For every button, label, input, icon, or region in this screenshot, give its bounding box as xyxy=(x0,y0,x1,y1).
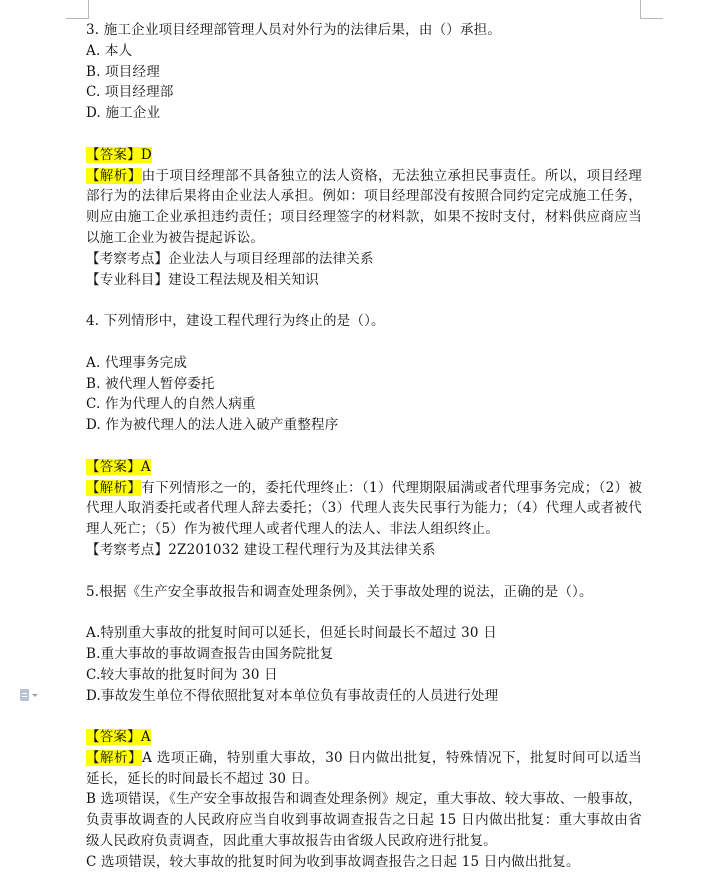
analysis-text: 有下列情形之一的，委托代理终止：（1）代理期限届满或者代理事务完成；（2）被代理人取消委托或者代理人辞去委托；（3）代理人丧失民事行为能力；（4）代理人或者被代理人死亡；（5）作为被代理人或者代理人的法人、非法人组织终止。 xyxy=(86,479,642,538)
q5-option-c-explanation: C 选项错误，较大事故的批复时间为收到事故调查报告之日起 15 日内做出批复。 xyxy=(86,853,580,870)
q4-option-b: B. 被代理人暂停委托 xyxy=(86,375,215,392)
analysis-tag: 【解析】 xyxy=(86,479,142,496)
q5-analysis xyxy=(86,748,642,790)
q5-option-c: C.较大事故的批复时间为 30 日 xyxy=(86,666,278,683)
q3-option-c: C. 项目经理部 xyxy=(86,84,174,101)
q5-answer xyxy=(86,727,642,748)
q3-exam-point: 【考察考点】企业法人与项目经理部的法律关系 xyxy=(86,250,374,267)
q4-option-a: A. 代理事务完成 xyxy=(86,354,188,371)
q3-option-a: A. 本人 xyxy=(86,42,133,59)
question-5: 5.根据《生产安全事故报告和调查处理条例》，关于事故处理的说法，正确的是（）。 xyxy=(86,583,593,600)
q5-option-b: B.重大事故的事故调查报告由国务院批复 xyxy=(86,645,334,662)
q4-analysis xyxy=(86,478,642,540)
answer-value: A xyxy=(140,729,151,746)
analysis-tag: 【解析】 xyxy=(86,167,142,184)
answer-value: A xyxy=(140,458,151,475)
analysis-tag: 【解析】 xyxy=(86,749,143,766)
q3-option-d: D. 施工企业 xyxy=(86,105,161,122)
question-3: 3. 施工企业项目经理部管理人员对外行为的法律后果，由（）承担。 xyxy=(86,22,502,38)
q3-subject: 【专业科目】建设工程法规及相关知识 xyxy=(86,271,319,288)
q4-option-c: C. 作为代理人的自然人病重 xyxy=(86,396,256,413)
answer-tag: 【答案】 xyxy=(86,458,141,475)
paragraph-layout-icon[interactable] xyxy=(20,688,46,702)
document-page xyxy=(86,20,642,873)
q3-answer xyxy=(86,145,642,166)
document-icon xyxy=(20,689,29,701)
page-corner-mark-right xyxy=(640,0,663,19)
question-4: 4. 下列情形中，建设工程代理行为终止的是（）。 xyxy=(86,313,385,330)
q4-answer xyxy=(86,457,642,478)
q3-option-b: B. 项目经理 xyxy=(86,63,160,80)
q4-option-d: D. 作为被代理人的法人进入破产重整程序 xyxy=(86,417,339,434)
q5-option-a: A.特别重大事故的批复时间可以延长，但延长时间最长不超过 30 日 xyxy=(86,625,497,642)
page-corner-mark-left xyxy=(66,0,89,19)
answer-tag: 【答案】 xyxy=(86,146,141,163)
answer-tag: 【答案】 xyxy=(86,729,141,746)
q4-exam-point: 【考察考点】2Z201032 建设工程代理行为及其法律关系 xyxy=(86,541,436,558)
analysis-text: 由于项目经理部不具备独立的法人资格，无法独立承担民事责任。所以，项目经理部行为的法律后果将由企业法人承担。例如：项目经理部没有按照合同约定完成施工任务，则应由施工企业承担违约责任；项目经理签字的材料款，如果不按时支付，材料供应商应当以施工企业为被告提起诉讼。 xyxy=(86,167,642,246)
analysis-text: A 选项正确，特别重大事故，30 日内做出批复，特殊情况下，批复时间可以适当延长，延长的时间最长不超过 30 日。 xyxy=(86,749,642,787)
answer-value: D xyxy=(140,146,152,163)
q5-option-b-explanation: B 选项错误，《生产安全事故报告和调查处理条例》规定，重大事故、较大事故、一般事故，负责事故调查的人民政府应当自收到事故调查报告之日起 15 日内做出批复：重大事故由省级人民政府负责调查，因此重大事故报告由省级人民政府进行批复。 xyxy=(86,791,642,850)
q3-analysis xyxy=(86,166,642,249)
chevron-down-icon xyxy=(32,694,38,697)
q5-option-d: D.事故发生单位不得依照批复对本单位负有事故责任的人员进行处理 xyxy=(86,687,499,704)
